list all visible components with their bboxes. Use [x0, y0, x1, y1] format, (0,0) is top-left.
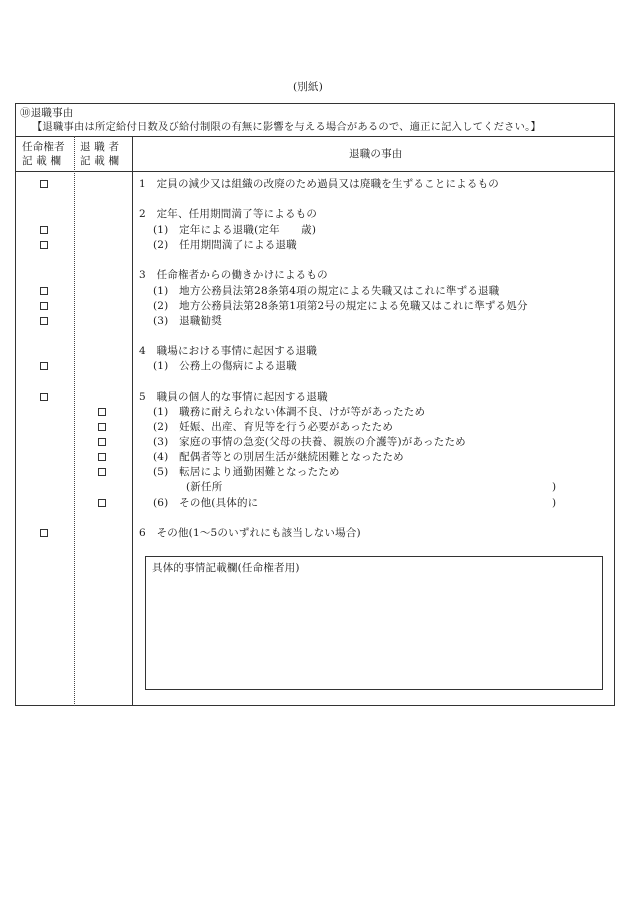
reason-item-2-2: (2) 任用期間満了による退職: [153, 239, 297, 251]
reason-item-6: 6 その他(1～5のいずれにも該当しない場合): [139, 527, 361, 539]
appointer-checkbox-5[interactable]: [40, 393, 48, 401]
details-box-label: 具体的事情記載欄(任命権者用): [152, 562, 300, 574]
reason-item-5-4: (4) 配偶者等との別居生活が継続困難となったため: [153, 451, 404, 463]
reason-item-4: 4 職場における事情に起因する退職: [139, 345, 318, 357]
reason-item-5: 5 職員の個人的な事情に起因する退職: [139, 391, 328, 403]
reason-item-3: 3 任命権者からの働きかけによるもの: [139, 269, 328, 281]
appointer-checkbox-3-3[interactable]: [40, 317, 48, 325]
reason-column-header: 退職の事由: [349, 148, 403, 160]
retiree-column-header-2: 記 載 欄: [80, 155, 120, 167]
retiree-column-header-1: 退 職 者: [80, 141, 120, 153]
retiree-checkbox-5-6[interactable]: [98, 499, 106, 507]
appointer-column-header-2: 記 載 欄: [22, 155, 62, 167]
section-title: ⑩退職事由: [20, 107, 74, 119]
column-divider-dotted: [74, 136, 75, 706]
appointer-checkbox-4-1[interactable]: [40, 362, 48, 370]
retiree-checkbox-5-5[interactable]: [98, 468, 106, 476]
reason-item-5-2: (2) 妊娠、出産、育児等を行う必要があったため: [153, 421, 394, 433]
retiree-checkbox-5-3[interactable]: [98, 438, 106, 446]
reason-item-3-2: (2) 地方公務員法第28条第1項第2号の規定による免職又はこれに準ずる処分: [153, 300, 528, 312]
appointer-checkbox-3-1[interactable]: [40, 287, 48, 295]
reason-item-5-3: (3) 家庭の事情の急変(父母の扶養、親族の介護等)があったため: [153, 436, 466, 448]
reason-item-2: 2 定年、任用期間満了等によるもの: [139, 208, 318, 220]
retiree-checkbox-5-4[interactable]: [98, 453, 106, 461]
retiree-checkbox-5-1[interactable]: [98, 408, 106, 416]
column-divider-solid: [132, 136, 133, 706]
page-title: (別紙): [293, 81, 323, 93]
header-bottom-rule: [15, 171, 615, 172]
other-detail-close-paren: ): [552, 497, 557, 509]
reason-item-1: 1 定員の減少又は組織の改廃のため過員又は廃職を生ずることによるもの: [139, 178, 499, 190]
appointer-checkbox-1[interactable]: [40, 180, 48, 188]
appointer-checkbox-6[interactable]: [40, 529, 48, 537]
section-note: 【退職事由は所定給付日数及び給付制限の有無に影響を与える場合があるので、適正に記入してください。】: [32, 121, 541, 133]
appointer-checkbox-2-2[interactable]: [40, 241, 48, 249]
reason-item-5-5: (5) 転居により通勤困難となったため: [153, 466, 340, 478]
new-address-close-paren: ): [552, 481, 557, 493]
appointer-checkbox-3-2[interactable]: [40, 302, 48, 310]
new-address-label: (新任所: [186, 481, 223, 493]
reason-item-5-6: (6) その他(具体的に: [153, 497, 259, 509]
appointer-checkbox-2-1[interactable]: [40, 226, 48, 234]
details-textbox[interactable]: [145, 556, 603, 690]
appointer-column-header-1: 任命権者: [22, 141, 65, 153]
reason-item-2-1: (1) 定年による退職(定年 歳): [153, 224, 317, 236]
header-top-rule: [15, 136, 615, 137]
reason-item-5-1: (1) 職務に耐えられない体調不良、けが等があったため: [153, 406, 426, 418]
retiree-checkbox-5-2[interactable]: [98, 423, 106, 431]
reason-item-4-1: (1) 公務上の傷病による退職: [153, 360, 297, 372]
reason-item-3-1: (1) 地方公務員法第28条第4項の規定による失職又はこれに準ずる退職: [153, 285, 500, 297]
reason-item-3-3: (3) 退職勧奨: [153, 315, 222, 327]
